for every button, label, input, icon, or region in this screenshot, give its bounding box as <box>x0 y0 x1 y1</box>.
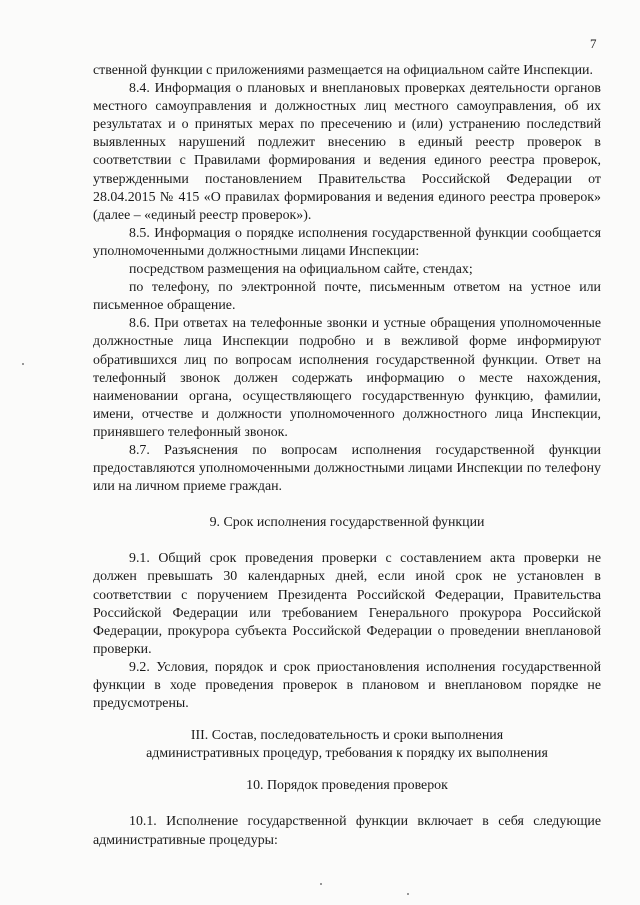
paragraph-10-1: 10.1. Исполнение государственной функции включает в себя следующие административные процедуры: <box>93 814 601 848</box>
chapter-3-heading-line-2: административных процедур, требования к порядку их выполнения <box>146 746 548 762</box>
spacer <box>93 763 601 777</box>
paragraph-9-2: 9.2. Условия, порядок и срок приостановления исполнения государственной функции в ходе проведения проверок в плановом и внеплановом порядке не предусмотрены. <box>93 659 601 712</box>
paragraph-8-4: 8.4. Информация о плановых и внеплановых проверках деятельности органов местного самоуправления и должностных лиц местного самоуправления, об их результатах и о принятых мерах по пресечению и (или) устранению последствий выявленных нарушений подлежит внесению в единый реестр проверок в соответствии с Правилами формирования и ведения единого реестра проверок, утвержденными постановлением Правительства Российской Федерации от 28.04.2015 № 415 «О правилах формирования и ведения единого реестра проверок» (далее – «единый реестр проверок»). <box>93 81 601 223</box>
paragraph-8-7: 8.7. Разъяснения по вопросам исполнения государственной функции предоставляются уполномоченными должностными лицами Инспекции по телефону или на личном приеме граждан. <box>93 442 601 495</box>
paragraph-8-5-item-1: посредством размещения на официальном сайте, стендах; <box>129 262 473 278</box>
document-body <box>93 62 601 850</box>
paragraph-8-5-item-2: по телефону, по электронной почте, письменным ответом на устное или письменное обращение. <box>93 280 601 314</box>
page-number: 7 <box>590 36 597 51</box>
paragraph-continuation: ственной функции с приложениями размещается на официальном сайте Инспекции. <box>93 63 593 78</box>
paragraph-8-5: 8.5. Информация о порядке исполнения государственной функции сообщается уполномоченными должностными лицами Инспекции: <box>93 225 601 259</box>
spacer <box>93 795 601 813</box>
spacer <box>93 713 601 727</box>
spacer <box>93 532 601 550</box>
chapter-3-heading-line-1: III. Состав, последовательность и сроки выполнения <box>190 728 504 744</box>
scan-speck <box>22 363 24 365</box>
spacer <box>93 496 601 514</box>
scan-speck <box>407 893 409 895</box>
paragraph-9-1: 9.1. Общий срок проведения проверки с составлением акта проверки не должен превышать 30 календарных дней, если иной срок не установлен в соответствии с поручением Президента Российской Федерации, Правительства Российской Федерации или требованием Генерального прокурора Российской Федерации, прокурора субъекта Российской Федерации о проведении внеплановой проверки. <box>93 551 601 657</box>
scan-speck <box>320 883 322 885</box>
paragraph-8-6: 8.6. При ответах на телефонные звонки и устные обращения уполномоченные должностные лица Инспекции подробно и в вежливой форме информируют обратившихся лиц по вопросам исполнения государственной функции. Ответ на телефонный звонок должен содержать информацию о месте нахождения, наименовании органа, осуществляющего государственную функцию, фамилии, имени, отчестве и должности уполномоченного должностного лица Инспекции, принявшего телефонный звонок. <box>93 316 601 440</box>
section-10-heading: 10. Порядок проведения проверок <box>246 778 448 794</box>
section-9-heading: 9. Срок исполнения государственной функции <box>209 515 485 531</box>
